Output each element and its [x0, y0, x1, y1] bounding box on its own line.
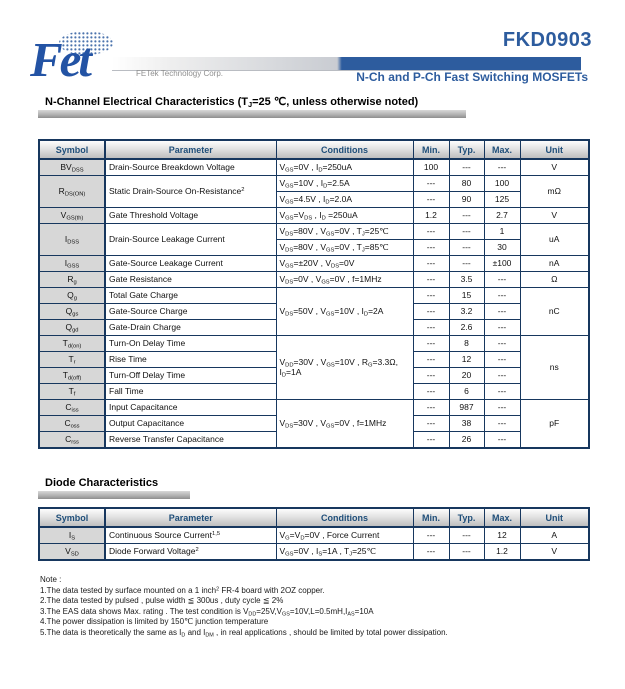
n-channel-characteristics-table — [38, 139, 590, 449]
note-line: 1.The data tested by surface mounted on a 1 inch$^2$ FR-4 board with 2OZ copper. — [40, 585, 325, 595]
cell-unit: V — [520, 544, 589, 561]
cell-max: 125 — [484, 192, 520, 208]
cell-max: --- — [484, 336, 520, 352]
column-header-max: Max. — [484, 508, 520, 527]
table-row — [39, 400, 589, 416]
column-header-parameter: Parameter — [105, 140, 276, 159]
cell-conditions: $V_{GS}=0V$ , $I_D=250uA$ — [276, 159, 413, 176]
section-title-diode: Diode Characteristics — [38, 477, 190, 491]
cell-parameter: Gate Resistance — [105, 272, 276, 288]
table-row — [39, 527, 589, 544]
part-number: FKD0903 — [502, 29, 592, 51]
cell-symbol: $Q_{gs}$ — [39, 304, 105, 320]
notes-label: Note : — [40, 575, 62, 584]
cell-max: 1 — [484, 224, 520, 240]
cell-typ: --- — [449, 256, 484, 272]
cell-parameter: Static Drain-Source On-Resistance$^2$ — [105, 176, 276, 208]
cell-conditions: $V_{GS}=10V$ , $I_D=2.5A$ — [276, 176, 413, 192]
column-header-conditions: Conditions — [276, 140, 413, 159]
cell-min: --- — [413, 544, 449, 561]
cell-symbol: $R_{DS(ON)}$ — [39, 176, 105, 208]
column-header-min: Min. — [413, 508, 449, 527]
column-header-parameter: Parameter — [105, 508, 276, 527]
cell-symbol: $I_{GSS}$ — [39, 256, 105, 272]
cell-max: --- — [484, 384, 520, 400]
cell-typ: 8 — [449, 336, 484, 352]
cell-typ: 3.5 — [449, 272, 484, 288]
table-row — [39, 272, 589, 288]
cell-unit: ns — [520, 336, 589, 400]
cell-unit: nC — [520, 288, 589, 336]
cell-conditions: $V_G=V_D=0V$ , Force Current — [276, 527, 413, 544]
cell-max: --- — [484, 272, 520, 288]
cell-max: 12 — [484, 527, 520, 544]
cell-unit: A — [520, 527, 589, 544]
cell-min: --- — [413, 352, 449, 368]
cell-symbol: $C_{iss}$ — [39, 400, 105, 416]
cell-typ: --- — [449, 224, 484, 240]
cell-symbol: $I_{DSS}$ — [39, 224, 105, 256]
cell-max: 1.2 — [484, 544, 520, 561]
cell-symbol: $C_{oss}$ — [39, 416, 105, 432]
cell-symbol: $T_{d(off)}$ — [39, 368, 105, 384]
cell-symbol: $T_r$ — [39, 352, 105, 368]
cell-conditions: $V_{DS}=50V$ , $V_{GS}=10V$ , $I_D=2A$ — [276, 288, 413, 336]
cell-typ: --- — [449, 208, 484, 224]
table-row — [39, 256, 589, 272]
logo-text: Fet — [30, 32, 90, 87]
cell-symbol: $V_{SD}$ — [39, 544, 105, 561]
cell-typ: 6 — [449, 384, 484, 400]
column-header-unit: Unit — [520, 508, 589, 527]
cell-conditions: $V_{DS}=30V$ , $V_{GS}=0V$ , f=1MHz — [276, 400, 413, 449]
cell-min: --- — [413, 400, 449, 416]
section-title-n-channel: N-Channel Electrical Characteristics ($T_J=25$ ℃, unless otherwise noted) — [38, 95, 466, 110]
cell-min: --- — [413, 240, 449, 256]
cell-parameter: Gate-Source Charge — [105, 304, 276, 320]
cell-min: --- — [413, 336, 449, 352]
column-header-typ: Typ. — [449, 508, 484, 527]
cell-unit: V — [520, 208, 589, 224]
cell-min: --- — [413, 176, 449, 192]
cell-parameter: Output Capacitance — [105, 416, 276, 432]
cell-symbol: $R_g$ — [39, 272, 105, 288]
column-header-min: Min. — [413, 140, 449, 159]
cell-conditions: $V_{DS}=80V$ , $V_{GS}=0V$ , $T_J=25℃$ — [276, 224, 413, 240]
note-line: 3.The EAS data shows Max. rating . The test condition is $V_{DD}=25V,V_{GS}=10V,L=0.5mH,I_{AS}=10A$ — [40, 606, 374, 618]
table-row — [39, 224, 589, 240]
cell-parameter: Reverse Transfer Capacitance — [105, 432, 276, 449]
cell-typ: 987 — [449, 400, 484, 416]
cell-min: --- — [413, 256, 449, 272]
note-line: 5.The data is theoretically the same as $I_D$ and $I_{DM}$ , in real applications , should be limited by total power dissipation. — [40, 627, 448, 639]
cell-parameter: Rise Time — [105, 352, 276, 368]
cell-typ: 90 — [449, 192, 484, 208]
cell-max: 2.7 — [484, 208, 520, 224]
note-line: 4.The power dissipation is limited by 150℃ junction temperature — [40, 617, 269, 627]
cell-unit: pF — [520, 400, 589, 449]
table-row — [39, 544, 589, 561]
cell-parameter: Turn-On Delay Time — [105, 336, 276, 352]
cell-symbol: $T_f$ — [39, 384, 105, 400]
section-title-strip — [38, 110, 466, 118]
cell-min: --- — [413, 368, 449, 384]
cell-parameter: Fall Time — [105, 384, 276, 400]
cell-parameter: Drain-Source Breakdown Voltage — [105, 159, 276, 176]
section-title-strip — [38, 491, 190, 499]
cell-min: --- — [413, 432, 449, 449]
cell-min: --- — [413, 288, 449, 304]
cell-max: --- — [484, 288, 520, 304]
column-header-symbol: Symbol — [39, 140, 105, 159]
cell-typ: 20 — [449, 368, 484, 384]
cell-typ: 15 — [449, 288, 484, 304]
cell-min: --- — [413, 384, 449, 400]
cell-parameter: Turn-Off Delay Time — [105, 368, 276, 384]
cell-conditions: $V_{DS}=80V$ , $V_{GS}=0V$ , $T_J=85℃$ — [276, 240, 413, 256]
cell-typ: 3.2 — [449, 304, 484, 320]
cell-unit: uA — [520, 224, 589, 256]
cell-typ: --- — [449, 544, 484, 561]
cell-max: --- — [484, 416, 520, 432]
cell-conditions: $V_{GS}=0V$ , $I_S=1A$ , $T_J=25℃$ — [276, 544, 413, 561]
cell-symbol: $T_{d(on)}$ — [39, 336, 105, 352]
cell-max: --- — [484, 432, 520, 449]
cell-typ: --- — [449, 240, 484, 256]
cell-unit: mΩ — [520, 176, 589, 208]
section-diode — [38, 477, 190, 499]
cell-unit: Ω — [520, 272, 589, 288]
diode-characteristics-table — [38, 507, 590, 561]
cell-max: 100 — [484, 176, 520, 192]
cell-symbol: $BV_{DSS}$ — [39, 159, 105, 176]
table-row — [39, 208, 589, 224]
cell-unit: V — [520, 159, 589, 176]
cell-min: --- — [413, 192, 449, 208]
cell-conditions: $V_{DS}=0V$ , $V_{GS}=0V$ , f=1MHz — [276, 272, 413, 288]
cell-unit: nA — [520, 256, 589, 272]
column-header-typ: Typ. — [449, 140, 484, 159]
cell-symbol: $Q_{gd}$ — [39, 320, 105, 336]
cell-max: --- — [484, 352, 520, 368]
cell-conditions: $V_{GS}=V_{DS}$ , $I_D =250uA$ — [276, 208, 413, 224]
cell-conditions: $V_{DD}=30V$ , $V_{GS}=10V$ , $R_G=3.3\Omega$, $I_D=1A$ — [276, 336, 413, 400]
cell-parameter: Drain-Source Leakage Current — [105, 224, 276, 256]
table-header-row — [39, 508, 589, 527]
cell-typ: --- — [449, 527, 484, 544]
product-subtitle: N-Ch and P-Ch Fast Switching MOSFETs — [356, 70, 588, 84]
cell-max: --- — [484, 304, 520, 320]
cell-symbol: $I_S$ — [39, 527, 105, 544]
table-header-row — [39, 140, 589, 159]
section-n-channel — [38, 95, 466, 118]
column-header-max: Max. — [484, 140, 520, 159]
cell-min: --- — [413, 304, 449, 320]
cell-typ: 80 — [449, 176, 484, 192]
cell-conditions: $V_{GS}=4.5V$ , $I_D=2.0A$ — [276, 192, 413, 208]
cell-parameter: Total Gate Charge — [105, 288, 276, 304]
cell-typ: 38 — [449, 416, 484, 432]
cell-min: --- — [413, 224, 449, 240]
table-row — [39, 288, 589, 304]
notes-block — [40, 575, 588, 639]
cell-max: ±100 — [484, 256, 520, 272]
cell-parameter: Diode Forward Voltage$^2$ — [105, 544, 276, 561]
cell-parameter: Input Capacitance — [105, 400, 276, 416]
cell-typ: 2.6 — [449, 320, 484, 336]
cell-parameter: Gate Threshold Voltage — [105, 208, 276, 224]
cell-typ: 26 — [449, 432, 484, 449]
cell-typ: 12 — [449, 352, 484, 368]
cell-symbol: $C_{rss}$ — [39, 432, 105, 449]
cell-max: --- — [484, 159, 520, 176]
column-header-symbol: Symbol — [39, 508, 105, 527]
column-header-conditions: Conditions — [276, 508, 413, 527]
cell-min: 1.2 — [413, 208, 449, 224]
cell-min: --- — [413, 320, 449, 336]
company-name: FETek Technology Corp. — [136, 69, 224, 78]
cell-symbol: $V_{GS(th)}$ — [39, 208, 105, 224]
cell-min: 100 — [413, 159, 449, 176]
cell-max: --- — [484, 320, 520, 336]
cell-parameter: Gate-Source Leakage Current — [105, 256, 276, 272]
table-row — [39, 159, 589, 176]
cell-typ: --- — [449, 159, 484, 176]
cell-min: --- — [413, 527, 449, 544]
note-line: 2.The data tested by pulsed , pulse width ≦ 300us , duty cycle ≦ 2% — [40, 596, 284, 606]
table-row — [39, 176, 589, 192]
cell-max: --- — [484, 400, 520, 416]
table-row — [39, 336, 589, 352]
cell-parameter: Gate-Drain Charge — [105, 320, 276, 336]
cell-max: --- — [484, 368, 520, 384]
cell-min: --- — [413, 272, 449, 288]
cell-symbol: $Q_g$ — [39, 288, 105, 304]
cell-max: 30 — [484, 240, 520, 256]
cell-conditions: $V_{GS}=\pm 20V$ , $V_{DS}=0V$ — [276, 256, 413, 272]
cell-min: --- — [413, 416, 449, 432]
cell-parameter: Continuous Source Current$^{1,5}$ — [105, 527, 276, 544]
column-header-unit: Unit — [520, 140, 589, 159]
